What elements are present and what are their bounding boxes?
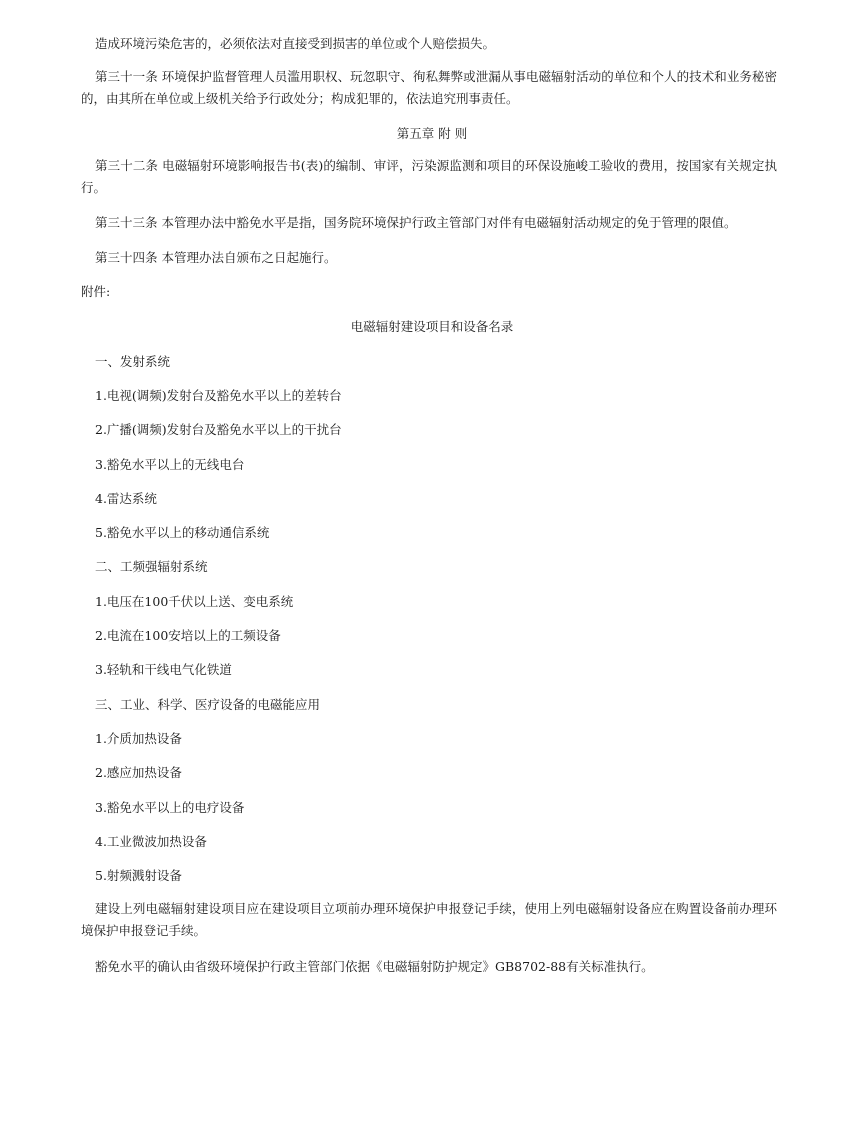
list-item: 3.豁免水平以上的无线电台 [95, 457, 245, 472]
attachment-label: 附件: [81, 284, 111, 299]
list-item: 2.电流在100安培以上的工频设备 [95, 628, 281, 643]
section-heading: 三、工业、科学、医疗设备的电磁能应用 [95, 697, 321, 712]
section-heading: 一、发射系统 [95, 354, 171, 369]
paragraph-compensation: 造成环境污染危害的，必须依法对直接受到损害的单位或个人赔偿损失。 [95, 36, 496, 51]
article-31: 第三十一条 环境保护监督管理人员滥用职权、玩忽职守、徇私舞弊或泄漏从事电磁辐射活动的单位和个人的技术和业务秘密的，由其所在单位或上级机关给予行政处分；构成犯罪的，依法追究刑事责任。 [81, 69, 777, 106]
list-item: 3.豁免水平以上的电疗设备 [95, 800, 245, 815]
article-33: 第三十三条 本管理办法中豁免水平是指，国务院环境保护行政主管部门对伴有电磁辐射活动规定的免于管理的限值。 [95, 215, 737, 230]
closing-exemption: 豁免水平的确认由省级环境保护行政主管部门依据《电磁辐射防护规定》GB8702-88有关标准执行。 [95, 959, 654, 974]
chapter-5-heading: 第五章 附 则 [396, 126, 468, 141]
closing-registration: 建设上列电磁辐射建设项目应在建设项目立项前办理环境保护申报登记手续，使用上列电磁辐射设备应在购置设备前办理环境保护申报登记手续。 [81, 901, 777, 938]
list-item: 5.射频溅射设备 [95, 868, 182, 883]
article-34: 第三十四条 本管理办法自颁布之日起施行。 [95, 250, 337, 265]
article-32: 第三十二条 电磁辐射环境影响报告书(表)的编制、审评，污染源监测和项目的环保设施峻工验收的费用，按国家有关规定执行。 [81, 158, 777, 195]
list-item: 4.工业微波加热设备 [95, 834, 207, 849]
list-item: 1.介质加热设备 [95, 731, 182, 746]
list-item: 2.广播(调频)发射台及豁免水平以上的干扰台 [95, 422, 342, 437]
section-heading: 二、工频强辐射系统 [95, 559, 208, 574]
list-item: 3.轻轨和干线电气化铁道 [95, 662, 232, 677]
list-item: 5.豁免水平以上的移动通信系统 [95, 525, 270, 540]
list-item: 4.雷达系统 [95, 491, 157, 506]
list-item: 2.感应加热设备 [95, 765, 182, 780]
attachment-title: 电磁辐射建设项目和设备名录 [350, 319, 514, 334]
list-item: 1.电压在100千伏以上送、变电系统 [95, 594, 294, 609]
list-item: 1.电视(调频)发射台及豁免水平以上的差转台 [95, 388, 342, 403]
